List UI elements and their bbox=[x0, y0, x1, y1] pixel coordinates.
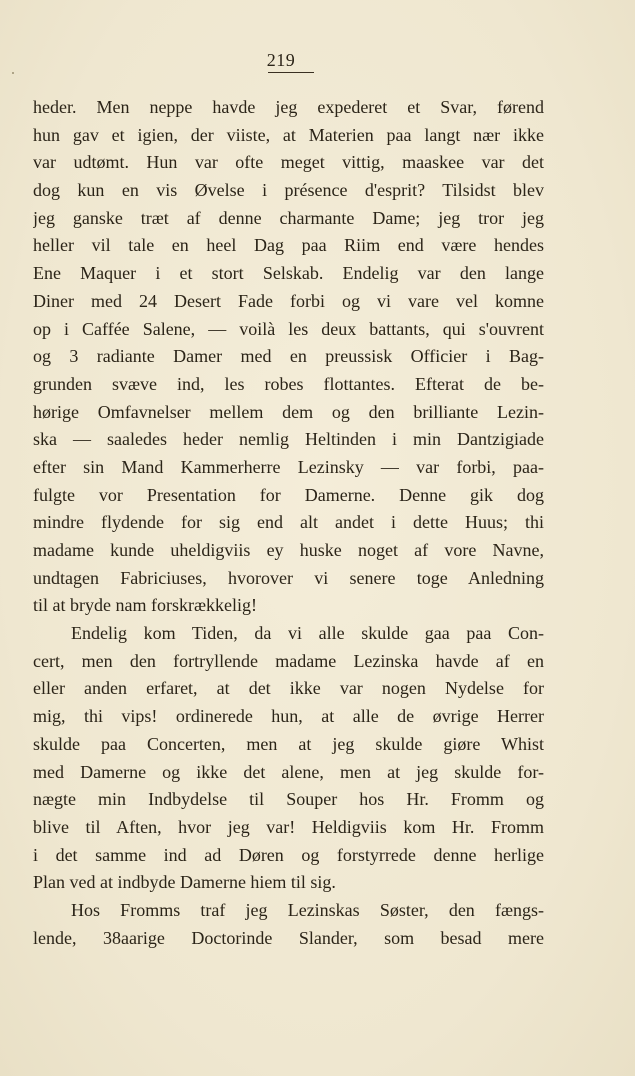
page-number-underline bbox=[268, 72, 314, 73]
text-line: hørige Omfavnelser mellem dem og den brilliante Lezin- bbox=[33, 401, 544, 422]
page-number: 219 bbox=[266, 50, 296, 70]
text-line: hun gav et igien, der viiste, at Materien paa langt nær ikke bbox=[33, 124, 544, 145]
text-line: Ene Maquer i et stort Selskab. Endelig var den lange bbox=[33, 263, 544, 284]
text-line: jeg ganske træt af denne charmante Dame; jeg tror jeg bbox=[33, 207, 544, 228]
text-line: blive til Aften, hvor jeg var! Heldigviis kom Hr. Fromm bbox=[33, 816, 544, 837]
text-line: og 3 radiante Damer med en preussisk Officier i Bag- bbox=[33, 346, 544, 367]
text-line: dog kun en vis Øvelse i présence d'esprit? Tilsidst blev bbox=[33, 180, 544, 201]
text-line: cert, men den fortryllende madame Lezinska havde af en bbox=[33, 650, 544, 671]
text-line: Hos Fromms traf jeg Lezinskas Søster, den fængs- bbox=[71, 899, 544, 920]
text-line: med Damerne og ikke det alene, men at jeg skulde for- bbox=[33, 761, 544, 782]
text-line: heder. Men neppe havde jeg expederet et Svar, førend bbox=[33, 97, 544, 117]
body-text bbox=[33, 94, 544, 952]
text-line: op i Cafféе Salene, — voilà les deux battants, qui s'ouvrent bbox=[33, 318, 544, 339]
text-line: var udtømt. Hun var ofte meget vittig, maaskee var det bbox=[33, 152, 544, 173]
text-line: nægte min Indbydelse til Souper hos Hr. Fromm og bbox=[33, 789, 544, 810]
text-line: til at bryde nam forskrækkelig! bbox=[33, 595, 257, 616]
text-line: lende, 38aarige Doctorinde Slander, som besad mere bbox=[33, 927, 544, 948]
text-line: heller vil tale en heel Dag paa Riim end være hendes bbox=[33, 235, 544, 256]
text-line: Plan ved at indbyde Damerne hiem til sig. bbox=[33, 872, 336, 893]
text-line: undtagen Fabriciuses, hvorover vi senere toge Anledning bbox=[33, 567, 544, 588]
text-line: eller anden erfaret, at det ikke var nogen Nydelse for bbox=[33, 678, 544, 699]
text-line: ska — saaledes heder nemlig Heltinden i min Dantzigiade bbox=[33, 429, 544, 450]
text-line: mindre flydende for sig end alt andet i dette Huus; thi bbox=[33, 512, 544, 533]
text-line: fulgte vor Presentation for Damerne. Denne gik dog bbox=[33, 484, 544, 505]
text-line: efter sin Mand Kammerherre Lezinsky — var forbi, paa- bbox=[33, 456, 544, 477]
text-line: grunden svæve ind, les robes flottantes. Efterat de be- bbox=[33, 373, 544, 394]
text-line: mig, thi vips! ordinerede hun, at alle de øvrige Herrer bbox=[33, 706, 544, 727]
text-line: Diner med 24 Desert Fade forbi og vi vare vel komne bbox=[33, 290, 544, 311]
text-line: i det samme ind ad Døren og forstyrrede denne herlige bbox=[33, 844, 544, 865]
text-line: madame kunde uheldigviis ey huske noget af vore Navne, bbox=[33, 540, 544, 560]
text-line: skulde paa Concerten, men at jeg skulde giøre Whist bbox=[33, 733, 544, 754]
paper-speck bbox=[12, 72, 14, 74]
text-line: Endelig kom Tiden, da vi alle skulde gaa paa Con- bbox=[71, 623, 544, 644]
